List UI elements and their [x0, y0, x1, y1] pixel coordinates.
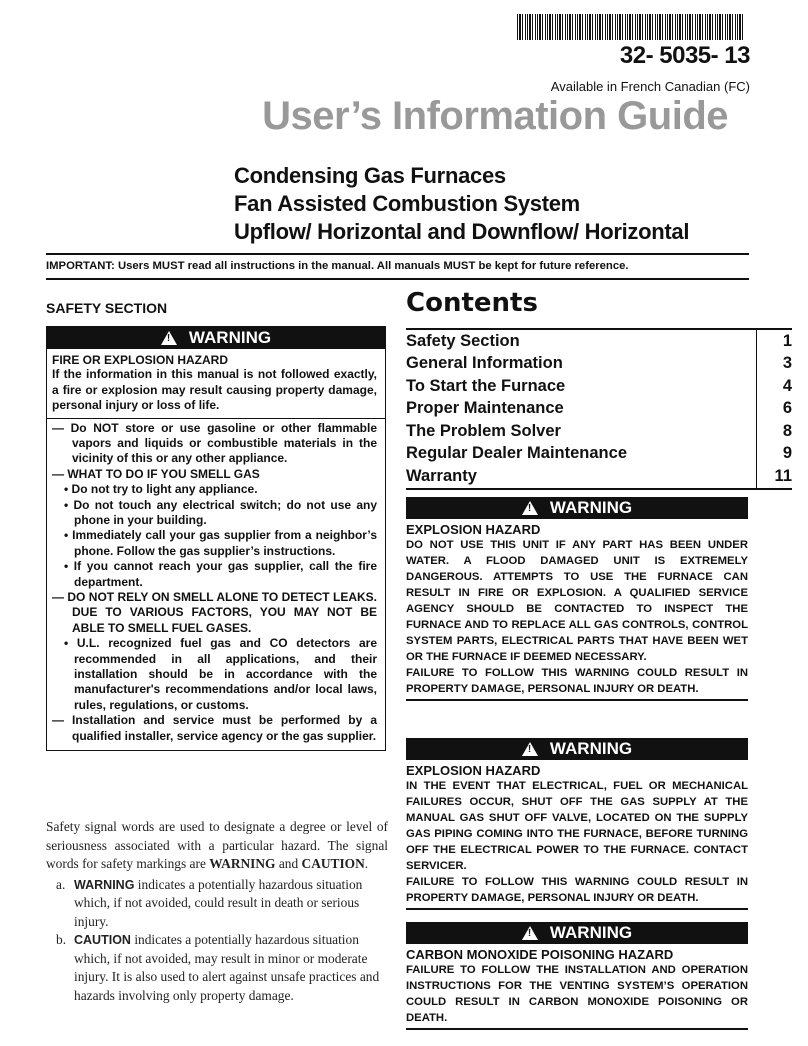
language-availability: Available in French Canadian (FC)	[550, 79, 750, 94]
toc-page: 3	[756, 353, 792, 376]
safety-section-heading: SAFETY SECTION	[46, 300, 168, 316]
hazard-description: If the information in this manual is not followed exactly, a fire or explosion may result causing property damage, personal injury or loss of life.	[52, 367, 377, 412]
toc-page: 8	[756, 420, 792, 443]
toc-page: 11	[756, 465, 792, 488]
list-item: • Do not touch any electrical switch; do not use any phone in your building.	[64, 497, 377, 527]
carbon-monoxide-warning	[406, 922, 748, 1030]
divider	[47, 418, 385, 419]
gas-shutoff-warning	[406, 738, 748, 910]
guide-title: User’s Information Guide	[262, 94, 728, 138]
hazard-title: CARBON MONOXIDE POISONING HAZARD	[406, 947, 674, 962]
list-item: • U.L. recognized fuel gas and CO detectors are recommended in all applications, and their installation should be in accordance with the manufacturer's recommendations and/or local laws, rules, regulations, or customs.	[64, 636, 377, 712]
toc-row[interactable]	[406, 353, 792, 376]
toc-page: 1	[756, 330, 792, 353]
warning-banner	[406, 922, 748, 944]
subtitle-line: Condensing Gas Furnaces	[234, 163, 506, 188]
divider	[46, 253, 749, 255]
toc-row[interactable]	[406, 420, 792, 443]
contents-title: Contents	[406, 288, 538, 318]
document-number: 32- 5035- 13	[619, 42, 750, 69]
warning-banner	[406, 738, 748, 760]
toc-page: 6	[756, 398, 792, 421]
signal-words-list	[46, 876, 388, 1006]
toc-page: 9	[756, 443, 792, 466]
toc-label: To Start the Furnace	[406, 376, 566, 395]
warning-label: WARNING	[549, 739, 633, 758]
warning-banner	[47, 327, 385, 349]
hazard-text: IN THE EVENT THAT ELECTRICAL, FUEL OR MECHANICAL FAILURES OCCUR, SHUT OFF THE GAS SUPPLY AT THE MANUAL GAS SHUT OFF VALVE, LOCATED ON THE SUPPLY GAS PIPING COMING INTO THE FURNACE, BEFORE TURNING OFF THE ELECTRICAL POWER TO THE FURNACE. CONTACT SERVICER.	[406, 780, 748, 872]
list-item: b. CAUTION indicates a potentially hazardous situation which, if not avoided, may result in minor or moderate injury. It is also used to alert against unsafe practices and hazards involving only property damage.	[56, 932, 380, 1003]
flood-explosion-warning	[406, 497, 748, 701]
signal-words-text	[46, 818, 388, 1005]
list-item: a. WARNING indicates a potentially hazardous situation which, if not avoided, could result in death or serious injury.	[56, 876, 363, 929]
warning-label: WARNING	[549, 498, 633, 517]
divider	[46, 278, 749, 280]
toc-label: Regular Dealer Maintenance	[406, 444, 627, 463]
list-item: — Do NOT store or use gasoline or other flammable vapors and liquids or combustible materials in the vicinity of this or any other appliance.	[52, 420, 377, 466]
toc-label: The Problem Solver	[406, 421, 561, 440]
warning-triangle-icon	[161, 331, 177, 345]
hazard-title: FIRE OR EXPLOSION HAZARD	[52, 353, 229, 367]
signal-words-intro: Safety signal words are used to designate a degree or level of seriousness associated with a particular hazard. The signal words for safety markings are WARNING and CAUTION.	[46, 819, 388, 871]
table-of-contents	[406, 328, 792, 490]
toc-row[interactable]	[406, 465, 792, 488]
divider	[406, 1028, 748, 1030]
barcode	[517, 14, 745, 40]
list-item: — Installation and service must be performed by a qualified installer, service agency or the gas supplier.	[52, 713, 377, 743]
list-item: — WHAT TO DO IF YOU SMELL GAS	[52, 466, 260, 481]
list-item: • Immediately call your gas supplier from a neighbor’s phone. Follow the gas supplier’s instructions.	[64, 528, 377, 558]
toc-label: Warranty	[406, 466, 477, 485]
safety-instructions-list	[47, 421, 385, 751]
toc-row[interactable]	[406, 398, 792, 421]
failure-text: FAILURE TO FOLLOW THIS WARNING COULD RESULT IN PROPERTY DAMAGE, PERSONAL INJURY OR DEATH.	[406, 667, 748, 695]
subtitle-line: Fan Assisted Combustion System	[234, 191, 580, 216]
warning-triangle-icon	[522, 501, 538, 515]
toc-label: Proper Maintenance	[406, 399, 564, 418]
hazard-title: EXPLOSION HAZARD	[406, 522, 541, 537]
toc-page: 4	[756, 375, 792, 398]
hazard-text: FAILURE TO FOLLOW THE INSTALLATION AND OPERATION INSTRUCTIONS FOR THE VENTING SYSTEM’S OPERATION COULD RESULT IN CARBON MONOXIDE POISONING OR DEATH.	[406, 964, 748, 1024]
toc-label: Safety Section	[406, 331, 520, 350]
hazard-text: DO NOT USE THIS UNIT IF ANY PART HAS BEEN UNDER WATER. A FLOOD DAMAGED UNIT IS EXTREMELY DANGEROUS. ATTEMPTS TO USE THE FURNACE CAN RESULT IN FIRE OR EXPLOSION. A QUALIFIED SERVICE AGENCY SHOULD BE CONTACTED TO INSPECT THE FURNACE AND TO REPLACE ALL GAS CONTROLS, CONTROL SYSTEM PARTS, ELECTRICAL PARTS THAT HAVE BEEN WET OR THE FURNACE IF DEEMED NECESSARY.	[406, 539, 748, 663]
toc-row[interactable]	[406, 330, 792, 353]
fire-explosion-warning-box	[46, 326, 386, 751]
failure-text: FAILURE TO FOLLOW THIS WARNING COULD RESULT IN PROPERTY DAMAGE, PERSONAL INJURY OR DEATH.	[406, 876, 748, 904]
warning-label: WARNING	[188, 328, 272, 347]
list-item: • Do not try to light any appliance.	[64, 482, 258, 497]
list-item: — DO NOT RELY ON SMELL ALONE TO DETECT LEAKS. DUE TO VARIOUS FACTORS, YOU MAY NOT BE ABLE TO SMELL FUEL GASES.	[52, 589, 377, 635]
warning-triangle-icon	[522, 926, 538, 940]
list-item: • If you cannot reach your gas supplier, call the fire department.	[64, 559, 377, 589]
toc-label: General Information	[406, 354, 563, 373]
toc-row[interactable]	[406, 443, 792, 466]
divider	[406, 699, 748, 701]
divider	[406, 908, 748, 910]
warning-banner	[406, 497, 748, 519]
product-subtitles	[234, 162, 794, 246]
toc-row[interactable]	[406, 375, 792, 398]
hazard-title: EXPLOSION HAZARD	[406, 763, 541, 778]
subtitle-line: Upflow/ Horizontal and Downflow/ Horizontal	[234, 219, 690, 244]
warning-triangle-icon	[522, 742, 538, 756]
warning-label: WARNING	[549, 923, 633, 942]
important-notice: IMPORTANT: Users MUST read all instructions in the manual. All manuals MUST be kept for future reference.	[46, 260, 629, 272]
